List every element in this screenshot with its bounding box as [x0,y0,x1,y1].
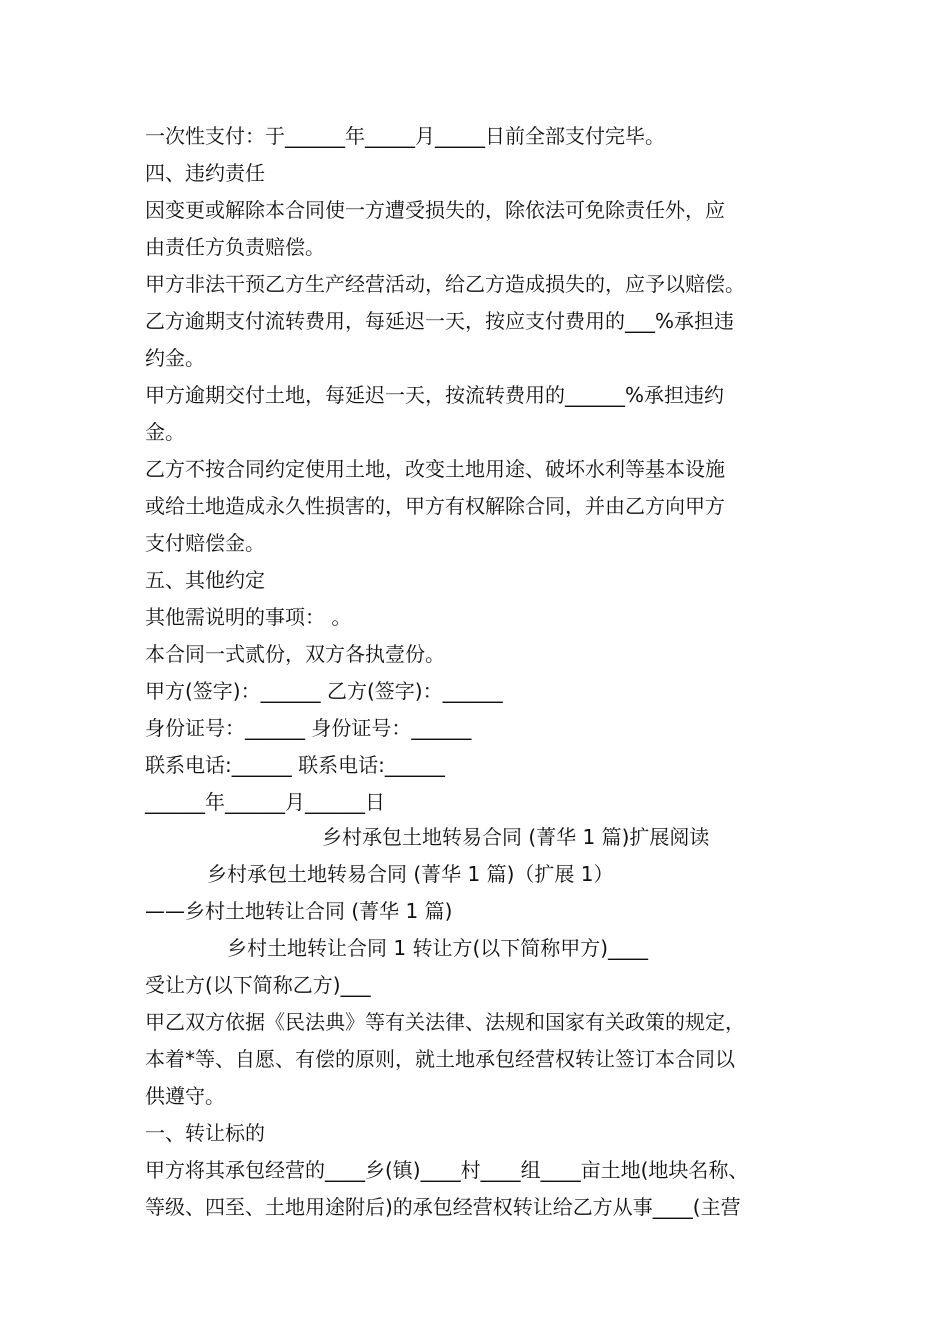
extended-reading-title: 乡村承包土地转易合同 (菁华 1 篇)扩展阅读 [322,825,710,849]
paragraph-line: 等级、四至、土地用途附后)的承包经营权转让给乙方从事____(主营 [145,1195,741,1219]
paragraph-line: 甲乙双方依据《民法典》等有关法律、法规和国家有关政策的规定， [145,1010,745,1034]
payment-line: 一次性支付：于______年_____月_____日前全部支付完毕。 [145,124,665,148]
paragraph-line: 因变更或解除本合同使一方遭受损失的，除依法可免除责任外，应 [145,198,725,222]
paragraph-line: 乙方不按合同约定使用土地，改变土地用途、破坏水利等基本设施 [145,457,725,481]
paragraph-line: 本合同一式贰份，双方各执壹份。 [145,642,445,666]
extension-title: 乡村承包土地转易合同 (菁华 1 篇)（扩展 1） [207,862,614,886]
id-number-line: 身份证号：______ 身份证号：______ [145,716,472,740]
paragraph-line: 或给土地造成永久性损害的，甲方有权解除合同，并由乙方向甲方 [145,494,725,518]
paragraph-line: 乙方逾期支付流转费用，每延迟一天，按应支付费用的___%承担违 [145,309,735,333]
date-line: ______年______月______日 [145,790,385,814]
paragraph-line: 供遵守。 [145,1084,225,1108]
section-heading-other: 五、其他约定 [145,568,265,592]
phone-line: 联系电话:______ 联系电话:______ [145,753,445,777]
paragraph-line: 甲方非法干预乙方生产经营活动，给乙方造成损失的，应予以赔偿。 [145,272,745,296]
paragraph-line: 支付赔偿金。 [145,531,265,555]
contract-subtitle: ——乡村土地转让合同 (菁华 1 篇) [145,899,453,923]
paragraph-line: 由责任方负责赔偿。 [145,235,325,259]
paragraph-line: 金。 [145,420,185,444]
transferee-line: 受让方(以下简称乙方)___ [145,973,371,997]
signature-line: 甲方(签字)：______ 乙方(签字)：______ [145,679,503,703]
section-heading-liability: 四、违约责任 [145,161,265,185]
paragraph-line: 甲方将其承包经营的____乡(镇)____村____组____亩土地(地块名称、 [145,1158,749,1182]
transferor-line: 乡村土地转让合同 1 转让方(以下简称甲方)____ [227,936,649,960]
paragraph-line: 其他需说明的事项： 。 [145,605,352,629]
paragraph-line: 本着*等、自愿、有偿的原则，就土地承包经营权转让签订本合同以 [145,1047,735,1071]
paragraph-line: 甲方逾期交付土地，每延迟一天，按流转费用的______%承担违约 [145,383,725,407]
paragraph-line: 约金。 [145,346,205,370]
section-heading-transfer: 一、转让标的 [145,1121,265,1145]
